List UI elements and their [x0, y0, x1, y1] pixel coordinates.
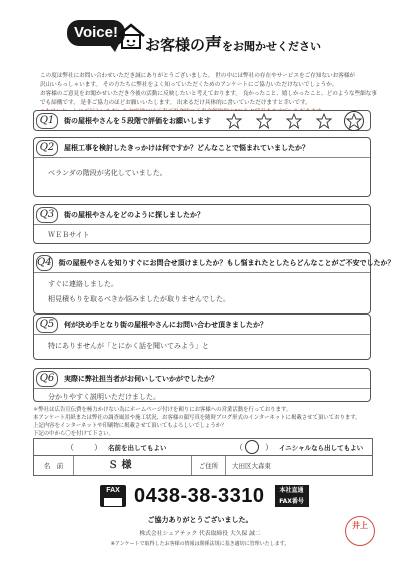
question-number: Q4: [36, 255, 53, 271]
question-text: 実際に弊社担当者がお伺いしていかがでしたか？: [64, 374, 218, 383]
note-line: 本アンケート用紙または弊社の調査風景や施工状況、お客様の顔写真を随時ブログ形式のインターネットに掲載させて頂いております。: [33, 415, 361, 421]
star-icon[interactable]: [316, 113, 332, 129]
question-number: Q1: [36, 113, 58, 129]
fax-badge: 本社直通 FAX番号: [275, 485, 309, 507]
fax-row: [100, 478, 309, 514]
question-5-box: [33, 314, 371, 360]
question-4-box: [33, 252, 395, 314]
intro-line: お客様のご意見をお聞かせいただき今後の活動に反映したいと考えております。 良かったこと、嬉しかったこと、どのような些細な事: [40, 91, 377, 97]
name-label: 名 前: [34, 456, 74, 475]
intro-line: この度は弊社にお問い合わせいただき誠にありがとうございました。 世の中には弊社の存在やサービスをご存知ないお客様が: [40, 73, 356, 79]
selected-circle: [344, 111, 364, 131]
page-title: お客様の声をお聞かせください: [145, 35, 322, 55]
address-value: 大田区大森東: [232, 462, 271, 470]
customer-info-row: [33, 456, 373, 476]
note-line: 上記内容をインターネットや印刷物に掲載させて頂いてもよろしいでしょうか？: [33, 423, 227, 429]
fax-machine-icon: FAX: [100, 485, 126, 507]
thanks-text: ご協力ありがとうございました。: [147, 516, 253, 524]
question-2-box: [33, 137, 371, 197]
question-6-box: [33, 368, 371, 402]
answer-text: すぐに連絡しました。: [48, 280, 118, 288]
rating-stars: [226, 113, 362, 129]
answer-text: 分かりやすく説明いただけました。: [48, 393, 160, 401]
consent-options: [33, 438, 373, 456]
question-text: 何が決め手となり街の屋根やさんにお問い合わせ頂きましたか？: [64, 320, 267, 329]
privacy-footnote: ※アンケートで取得したお客様の情報は関係法規に基き適切に管理いたします。: [110, 541, 290, 547]
intro-line: 沢山いらっしゃいます。 その方たちに弊社をよく知っていただくためのアンケートにご協力いただけないでしょうか。: [40, 82, 338, 88]
question-text: 街の屋根やさんを５段階で評価をお願いします: [64, 116, 211, 125]
question-text: 街の屋根やさんを知りすぐにお問合せ頂けましたか？もし悩まれたとしたらどんなことがご不安でしたか？: [58, 258, 395, 267]
consent-option-name[interactable]: （ ） 名前を出してもよい: [66, 442, 167, 452]
fax-number: 0438-38-3310: [134, 484, 265, 507]
question-number: Q2: [36, 140, 58, 156]
intro-line: でも結構です。 是非ご協力のほどお願いいたします。 出来るだけ具体的に書いていただけますと幸いです。: [40, 100, 311, 106]
note-line: ＊弊社は広告宣伝費を極力かけない為にホームページ付けを頼りにお客様への営業活動を行っております。: [33, 407, 292, 413]
answer-text: ＷＥＢサイト: [48, 231, 90, 239]
hanko-stamp: 井上: [345, 516, 375, 546]
publication-notes: [33, 406, 373, 438]
note-line: 下記の中から〇を付けて下さい。: [33, 431, 114, 437]
question-number: Q6: [36, 371, 58, 387]
star-icon-selected[interactable]: [346, 113, 362, 129]
star-icon[interactable]: [226, 113, 242, 129]
question-1-box: [33, 110, 371, 131]
header: [0, 0, 400, 62]
star-icon[interactable]: [256, 113, 272, 129]
name-value: Ｓ 様: [74, 456, 192, 475]
question-number: Q3: [36, 207, 58, 223]
question-text: 屋根工事を検討したきっかけは何ですか？どんなことで悩まれていましたか？: [64, 143, 309, 152]
company-text: 株式会社シェアテック 代表取締役 大久保 誠二: [139, 531, 261, 537]
voice-bubble: Voice!: [67, 20, 125, 46]
question-text: 街の屋根やさんをどのように探しましたか？: [64, 210, 204, 219]
question-number: Q5: [36, 317, 58, 333]
question-3-box: [33, 204, 371, 244]
address-label: ご住所: [192, 456, 226, 475]
answer-text: ベランダの階段が劣化していました。: [48, 169, 167, 177]
answer-text: 相見積もりを取るべきか悩みましたが取りませんでした。: [48, 295, 230, 303]
consent-option-initial[interactable]: （ ） イニシャルなら出してもよい: [203, 440, 372, 454]
circle-mark-icon: [245, 440, 259, 454]
answer-text: 特にありませんが「とにかく話を聞いてみよう」と: [48, 342, 209, 350]
star-icon[interactable]: [286, 113, 302, 129]
house-icon: [116, 22, 146, 50]
